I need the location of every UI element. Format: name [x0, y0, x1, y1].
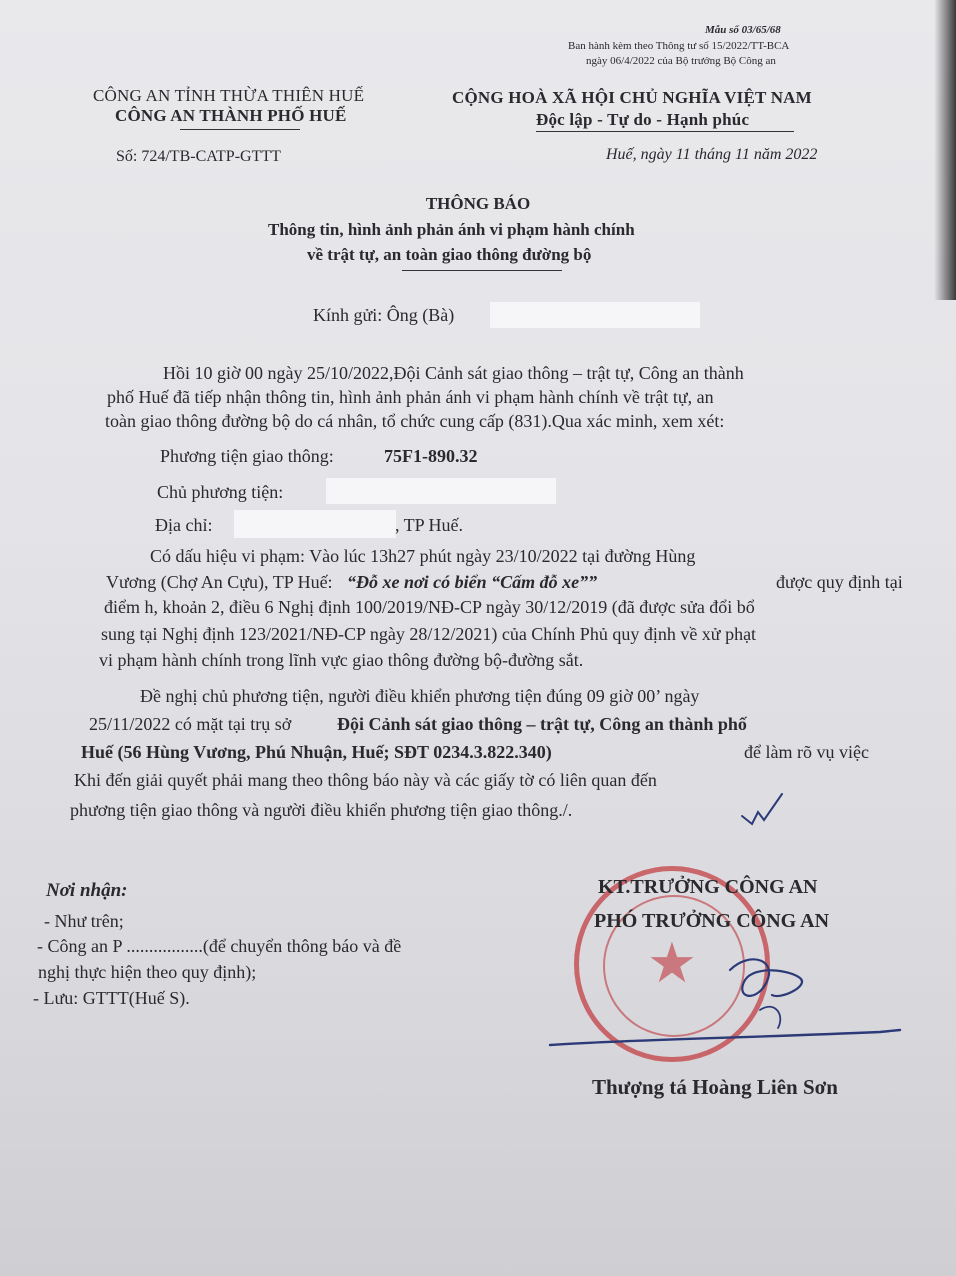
recipients-line1: - Như trên; [44, 911, 124, 931]
owner-label: Chủ phương tiện: [157, 482, 284, 502]
redacted-owner [326, 478, 556, 504]
address-tail: , TP Huế. [395, 515, 464, 535]
form-issued-line1: Ban hành kèm theo Thông tư số 15/2022/TT-BCA [568, 40, 790, 52]
para2-line3: điểm h, khoản 2, điều 6 Nghị định 100/2019/NĐ-CP ngày 30/12/2019 (đã được sửa đổi bổ [104, 597, 755, 617]
redacted-address [234, 510, 396, 538]
national-title: CỘNG HOÀ XÃ HỘI CHỦ NGHĨA VIỆT NAM [452, 88, 812, 107]
signatory-name: Thượng tá Hoàng Liên Sơn [592, 1075, 838, 1099]
para2-line2b: “Đỗ xe nơi có biển “Cấm đỗ xe”” [347, 572, 598, 592]
subtitle-underline [402, 270, 562, 271]
para2-line1: Có dấu hiệu vi phạm: Vào lúc 13h27 phút ngày 23/10/2022 tại đường Hùng [150, 546, 696, 566]
para2-line5: vi phạm hành chính trong lĩnh vực giao thông đường bộ-đường sắt. [99, 650, 584, 670]
photo-edge-shadow [934, 0, 956, 300]
para2-line2a: Vương (Chợ An Cựu), TP Huế: [106, 572, 333, 592]
para3-line1: Đề nghị chủ phương tiện, người điều khiển phương tiện đúng 09 giờ 00’ ngày [140, 686, 700, 706]
address-label: Địa chỉ: [155, 515, 213, 535]
doc-number: Số: 724/TB-CATP-GTTT [116, 148, 281, 165]
para3-line2b: Đội Cảnh sát giao thông – trật tự, Công an thành phố [337, 714, 747, 734]
recipients-line4: - Lưu: GTTT(Huế S). [33, 988, 190, 1008]
vehicle-plate: 75F1-890.32 [384, 446, 478, 466]
recipients-line3: nghị thực hiện theo quy định); [38, 962, 257, 982]
para3-line3a: Huế (56 Hùng Vương, Phú Nhuận, Huế; SĐT 0234.3.822.340) [81, 742, 552, 762]
vehicle-label: Phương tiện giao thông: [160, 446, 334, 466]
doc-title: THÔNG BÁO [425, 194, 531, 213]
agency-underline [180, 129, 300, 130]
para2-line2c: được quy định tại [776, 572, 903, 592]
addressee-label: Kính gửi: Ông (Bà) [313, 305, 455, 325]
para3-line4: Khi đến giải quyết phải mang theo thông báo này và các giấy tờ có liên quan đến [74, 770, 657, 790]
recipients-line2: - Công an P .................(để chuyển thông báo và đề [37, 936, 402, 956]
motto-underline [536, 131, 794, 132]
doc-subtitle-2: về trật tự, an toàn giao thông đường bộ [307, 245, 592, 264]
para2-line4: sung tại Nghị định 123/2021/NĐ-CP ngày 28/12/2021) của Chính Phủ quy định về xử phạt [101, 624, 757, 644]
agency-city: CÔNG AN THÀNH PHỐ HUẾ [115, 106, 347, 125]
para1-line3: toàn giao thông đường bộ do cá nhân, tổ chức cung cấp (831).Qua xác minh, xem xét: [105, 411, 725, 431]
check-mark [738, 790, 788, 830]
doc-subtitle-1: Thông tin, hình ảnh phản ánh vi phạm hành chính [268, 220, 635, 239]
para3-line5: phương tiện giao thông và người điều khiển phương tiện giao thông./. [70, 800, 573, 820]
para1-line2: phố Huế đã tiếp nhận thông tin, hình ảnh phản ánh vi phạm hành chính về trật tự, an [107, 387, 714, 407]
form-issued-line2: ngày 06/4/2022 của Bộ trưởng Bộ Công an [586, 55, 776, 67]
form-number: Mẫu số 03/65/68 [705, 24, 781, 36]
signatory-role-2: PHÓ TRƯỞNG CÔNG AN [594, 910, 830, 932]
issue-date: Huế, ngày 11 tháng 11 năm 2022 [606, 146, 818, 163]
signatory-role-1: KT.TRƯỞNG CÔNG AN [598, 876, 818, 898]
para3-line3b: để làm rõ vụ việc [744, 742, 869, 762]
star-icon: ★ [646, 931, 698, 996]
agency-province: CÔNG AN TỈNH THỪA THIÊN HUẾ [93, 86, 365, 105]
para3-line2a: 25/11/2022 có mặt tại trụ sở [89, 714, 292, 734]
national-motto: Độc lập - Tự do - Hạnh phúc [536, 110, 750, 129]
para1-line1: Hồi 10 giờ 00 ngày 25/10/2022,Đội Cảnh sát giao thông – trật tự, Công an thành [163, 363, 744, 383]
recipients-title: Nơi nhận: [46, 880, 128, 901]
redacted-name [490, 302, 700, 328]
handwritten-signature [540, 940, 920, 1070]
